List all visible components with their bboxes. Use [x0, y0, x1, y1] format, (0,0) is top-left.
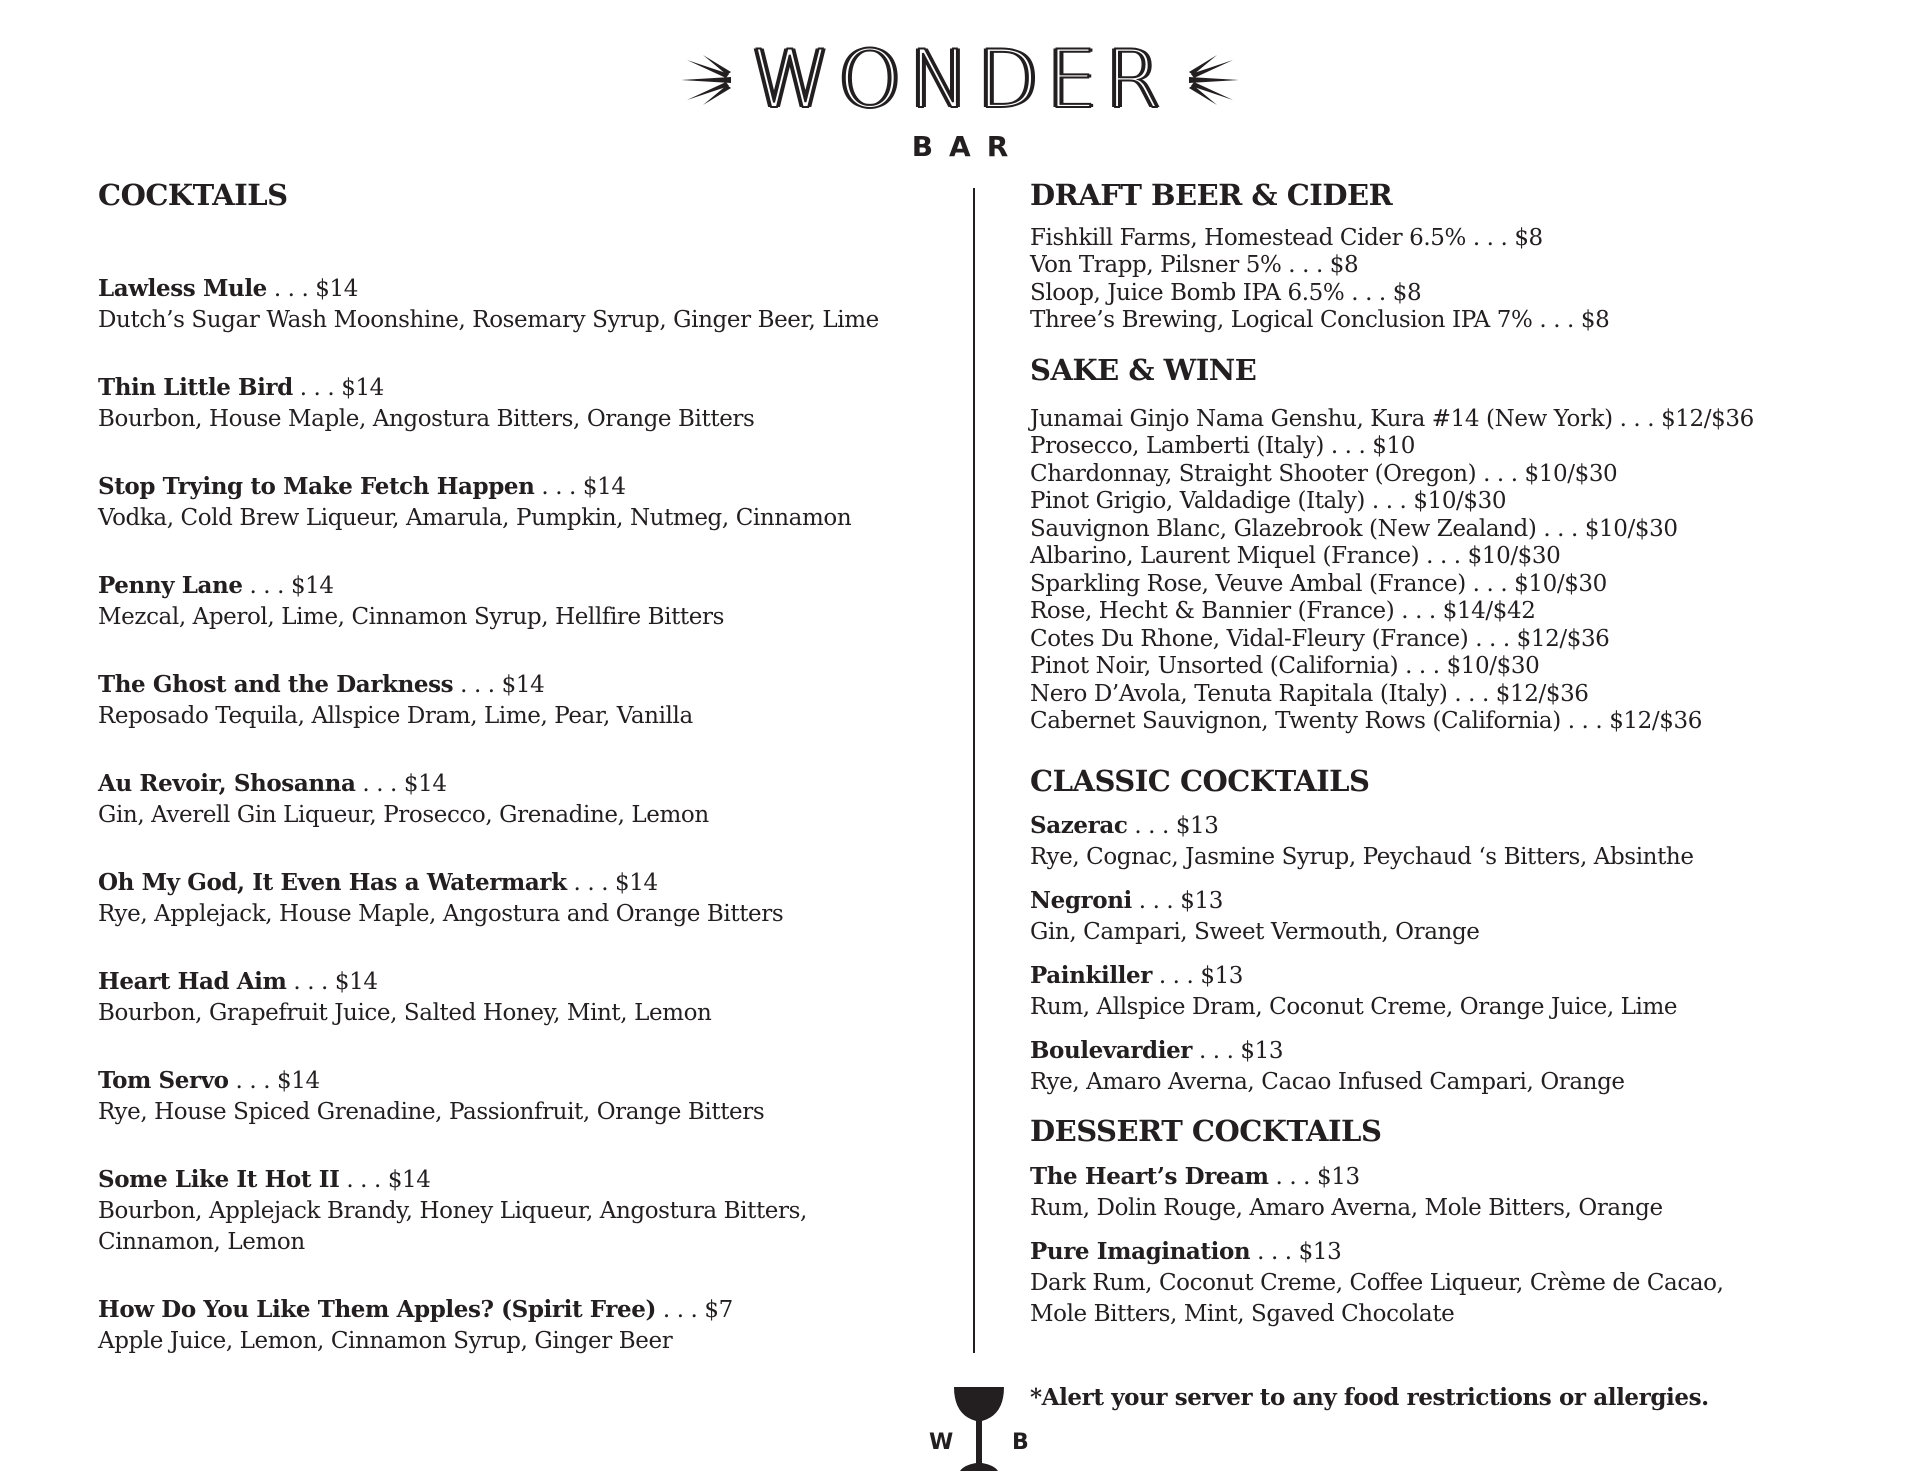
- column-divider: [973, 188, 975, 1353]
- classic-list: [1030, 810, 1890, 1098]
- item-description-continued: Mole Bitters, Mint, Sgaved Chocolate: [1030, 1301, 1455, 1328]
- item-name: Au Revoir, Shosanna: [98, 769, 356, 797]
- item-description: Bourbon, Applejack Brandy, Honey Liqueur, Angostura Bitters,: [98, 1197, 807, 1224]
- menu-item: [1030, 1161, 1890, 1224]
- item-description: Dark Rum, Coconut Creme, Coffee Liqueur, Crème de Cacao,: [1030, 1270, 1724, 1297]
- menu-item: [98, 966, 958, 1029]
- menu-item: [98, 768, 958, 831]
- item-price: . . . $14: [534, 473, 626, 500]
- item-description: Rum, Allspice Dram, Coconut Creme, Orange Juice, Lime: [1030, 994, 1678, 1021]
- menu-item: [98, 1065, 958, 1128]
- item-price: . . . $14: [339, 1166, 431, 1193]
- item-name: Stop Trying to Make Fetch Happen: [98, 472, 535, 500]
- item-description: Apple Juice, Lemon, Cinnamon Syrup, Ginger Beer: [98, 1327, 673, 1354]
- item-price: . . . $13: [1268, 1164, 1360, 1191]
- item-description: Rum, Dolin Rouge, Amaro Averna, Mole Bitters, Orange: [1030, 1195, 1663, 1222]
- item-name: Pure Imagination: [1030, 1238, 1251, 1266]
- item-price: . . . $13: [1131, 888, 1223, 915]
- cocktails-column: [98, 178, 958, 1393]
- item-description: Rye, Amaro Averna, Cacao Infused Campari, Orange: [1030, 1069, 1625, 1096]
- list-item: Chardonnay, Straight Shooter (Oregon) . . . $10/$30: [1030, 460, 1618, 487]
- item-name: Lawless Mule: [98, 274, 267, 302]
- menu-item: [1030, 960, 1890, 1023]
- item-description: Gin, Averell Gin Liqueur, Prosecco, Grenadine, Lemon: [98, 801, 709, 828]
- draft-heading: DRAFT BEER & CIDER: [1030, 178, 1393, 212]
- bar-name-logo: WONDER: [751, 33, 1169, 126]
- bar-subtitle: BAR: [911, 130, 1025, 163]
- item-price: . . . $14: [228, 1067, 320, 1094]
- item-name: Thin Little Bird: [98, 373, 293, 401]
- list-item: Sloop, Juice Bomb IPA 6.5% . . . $8: [1030, 279, 1422, 306]
- list-item: Nero D’Avola, Tenuta Rapitala (Italy) . . . $12/$36: [1030, 680, 1589, 707]
- item-description: Bourbon, Grapefruit Juice, Salted Honey, Mint, Lemon: [98, 999, 712, 1026]
- item-price: . . . $14: [286, 968, 378, 995]
- menu-item: [98, 570, 958, 633]
- list-item: Prosecco, Lamberti (Italy) . . . $10: [1030, 433, 1416, 460]
- list-item: Sauvignon Blanc, Glazebrook (New Zealand) . . . $10/$30: [1030, 515, 1678, 542]
- item-name: Boulevardier: [1030, 1037, 1193, 1065]
- logo-letter-w: W: [929, 1430, 954, 1455]
- cocktails-heading: COCKTAILS: [98, 178, 288, 212]
- classic-cocktails-section: [1030, 764, 1890, 1099]
- list-item: Cabernet Sauvignon, Twenty Rows (California) . . . $12/$36: [1030, 708, 1702, 735]
- sake-wine-list: [1030, 406, 1890, 736]
- art-deco-burst-right-icon: [1183, 55, 1239, 105]
- drinks-column: [1030, 178, 1890, 1342]
- list-item: Pinot Grigio, Valdadige (Italy) . . . $10/$30: [1030, 488, 1507, 515]
- item-price: . . . $13: [1127, 813, 1219, 840]
- menu-item: [1030, 810, 1890, 873]
- cocktails-list: [98, 273, 958, 1357]
- item-description: Rye, House Spiced Grenadine, Passionfruit, Orange Bitters: [98, 1098, 765, 1125]
- item-name: How Do You Like Them Apples? (Spirit Free): [98, 1295, 656, 1323]
- list-item: Pinot Noir, Unsorted (California) . . . $10/$30: [1030, 653, 1540, 680]
- menu-item: [98, 867, 958, 930]
- item-name: Oh My God, It Even Has a Watermark: [98, 868, 567, 896]
- dessert-cocktails-section: [1030, 1114, 1890, 1330]
- item-price: . . . $14: [242, 572, 334, 599]
- classic-heading: CLASSIC COCKTAILS: [1030, 763, 1370, 798]
- dessert-heading: DESSERT COCKTAILS: [1030, 1114, 1382, 1149]
- allergy-note: *Alert your server to any food restrictions or allergies.: [1030, 1384, 1709, 1411]
- item-description: Reposado Tequila, Allspice Dram, Lime, Pear, Vanilla: [98, 702, 693, 729]
- list-item: Sparkling Rose, Veuve Ambal (France) . . . $10/$30: [1030, 570, 1607, 597]
- item-name: Some Like It Hot II: [98, 1165, 340, 1193]
- item-name: Heart Had Aim: [98, 967, 287, 995]
- list-item: Rose, Hecht & Bannier (France) . . . $14/$42: [1030, 598, 1536, 625]
- art-deco-burst-left-icon: [681, 55, 737, 105]
- menu-header: [0, 33, 1920, 163]
- menu-item: [1030, 885, 1890, 948]
- item-price: . . . $7: [655, 1296, 733, 1323]
- menu-item: [98, 273, 958, 336]
- menu-item: [98, 471, 958, 534]
- item-description: Mezcal, Aperol, Lime, Cinnamon Syrup, Hellfire Bitters: [98, 603, 724, 630]
- item-price: . . . $13: [1250, 1239, 1342, 1266]
- item-name: Sazerac: [1030, 812, 1128, 840]
- item-name: The Ghost and the Darkness: [98, 670, 454, 698]
- item-description: Rye, Cognac, Jasmine Syrup, Peychaud ‘s Bitters, Absinthe: [1030, 844, 1694, 871]
- list-item: Cotes Du Rhone, Vidal-Fleury (France) . . . $12/$36: [1030, 625, 1610, 652]
- item-price: . . . $14: [453, 671, 545, 698]
- dessert-list: [1030, 1161, 1890, 1330]
- item-name: The Heart’s Dream: [1030, 1163, 1269, 1191]
- item-price: . . . $14: [566, 869, 658, 896]
- menu-item: [98, 1164, 958, 1258]
- sake-wine-heading: SAKE & WINE: [1030, 352, 1257, 387]
- list-item: Von Trapp, Pilsner 5% . . . $8: [1030, 252, 1359, 279]
- item-description: Dutch’s Sugar Wash Moonshine, Rosemary Syrup, Ginger Beer, Lime: [98, 306, 879, 333]
- coupe-glass-logo-icon: [924, 1385, 1034, 1475]
- draft-list: [1030, 225, 1890, 335]
- item-description: Rye, Applejack, House Maple, Angostura and Orange Bitters: [98, 900, 784, 927]
- item-name: Tom Servo: [98, 1066, 229, 1094]
- list-item: Albarino, Laurent Miquel (France) . . . $10/$30: [1030, 543, 1561, 570]
- item-description: Gin, Campari, Sweet Vermouth, Orange: [1030, 919, 1480, 946]
- item-price: . . . $13: [1192, 1038, 1284, 1065]
- item-price: . . . $14: [266, 275, 358, 302]
- item-description-continued: Cinnamon, Lemon: [98, 1228, 305, 1255]
- list-item: Three’s Brewing, Logical Conclusion IPA 7% . . . $8: [1030, 307, 1610, 334]
- item-name: Negroni: [1030, 887, 1132, 915]
- logo-letter-b: B: [1012, 1430, 1029, 1455]
- sake-wine-section: [1030, 353, 1890, 736]
- item-price: . . . $14: [292, 374, 384, 401]
- menu-item: [98, 669, 958, 732]
- menu-item: [1030, 1236, 1890, 1330]
- item-description: Vodka, Cold Brew Liqueur, Amarula, Pumpkin, Nutmeg, Cinnamon: [98, 504, 852, 531]
- item-price: . . . $13: [1151, 963, 1244, 990]
- list-item: Fishkill Farms, Homestead Cider 6.5% . . . $8: [1030, 224, 1543, 251]
- item-name: Penny Lane: [98, 571, 243, 599]
- item-name: Painkiller: [1030, 962, 1152, 990]
- menu-item: [98, 372, 958, 435]
- item-price: . . . $14: [355, 770, 447, 797]
- item-description: Bourbon, House Maple, Angostura Bitters, Orange Bitters: [98, 405, 755, 432]
- list-item: Junamai Ginjo Nama Genshu, Kura #14 (New York) . . . $12/$36: [1030, 405, 1754, 432]
- menu-item: [98, 1294, 958, 1357]
- menu-item: [1030, 1035, 1890, 1098]
